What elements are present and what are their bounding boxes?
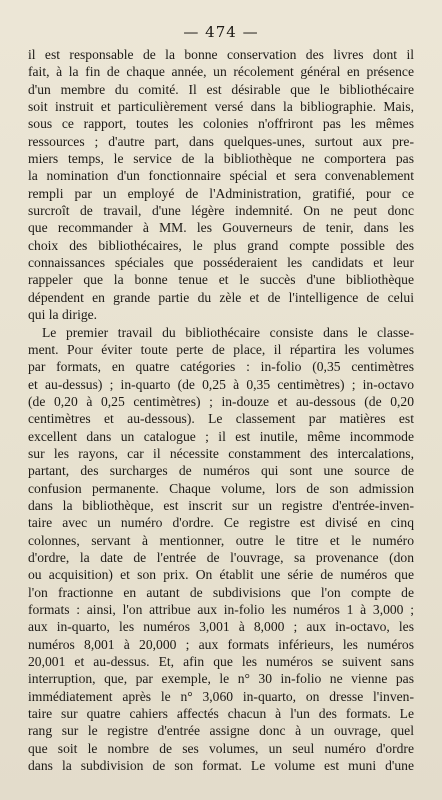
text-line: qui la dirige. (28, 307, 98, 323)
text-line: confusion permanente. Chaque volume, lors de son admission (28, 480, 414, 496)
text-line: partant, des surcharges de numéros qui sont une source de (28, 463, 414, 479)
text-line: fait, à la fin de chaque année, un récolement général en présence (28, 64, 414, 80)
text-line: centimètres et au-dessous). Le classement par matières est (28, 411, 414, 427)
text-line: interruption, que, par exemple, le n° 30 in-folio ne vienne pas (28, 671, 414, 687)
text-line: ressources ; d'autre part, dans quelques-unes, surtout aux pre- (28, 133, 414, 149)
text-line: numéros 8,001 à 20,000 ; aux formats inférieurs, les numéros (28, 636, 414, 652)
text-line: et au-dessus) ; in-quarto (de 0,25 à 0,35 centimètres) ; in-octavo (28, 376, 414, 392)
text-line: rempli par un employé de l'Administration, gratifié, pour ce (28, 185, 414, 201)
text-line: dépendent en grande partie du zèle et de l'intelligence de celui (28, 289, 414, 305)
text-line: soit instruit et particulièrement versé dans la bibliographie. Mais, (28, 99, 414, 115)
text-line: par formats, en quatre catégories : in-folio (0,35 centimètres (28, 359, 414, 375)
text-line: surcroît de travail, d'une légère indemnité. On ne peut donc (28, 203, 414, 219)
text-line: sous ce rapport, toutes les colonies n'offriront pas les mêmes (28, 116, 414, 132)
text-line: la nomination d'un fonctionnaire spécial et sera convenablement (28, 168, 414, 184)
text-line: sur les rayons, car il nécessite constamment des intercalations, (28, 445, 414, 461)
text-line: aux in-quarto, les numéros 3,001 à 8,000 ; aux in-octavo, les (28, 619, 414, 635)
text-line: d'ordre, la date de l'entrée de l'ouvrage, sa provenance (don (28, 549, 414, 565)
text-line: 20,001 et au-dessus. Et, afin que les numéros se suivent sans (28, 654, 414, 670)
text-line: taire avec un numéro d'ordre. Ce registre est divisé en cinq (28, 515, 414, 531)
text-line: miers temps, le service de la bibliothèque ne comportera pas (28, 151, 414, 167)
text-line: il est responsable de la bonne conservation des livres dont il (28, 47, 414, 62)
text-line: colonnes, servant à mentionner, outre le titre et le numéro (28, 532, 414, 548)
text-line: taire sur quatre cahiers affectés chacun à l'un des formats. Le (28, 706, 414, 722)
text-line: choix des bibliothécaires, le plus grand compte possible des (28, 237, 414, 253)
text-line: d'un membre du comité. Il est désirable que le bibliothécaire (28, 81, 414, 97)
text-line: l'on fractionne en autant de subdivisions que l'on compte de (28, 584, 414, 600)
text-line: formats : ainsi, l'on attribue aux in-folio les numéros 1 à 3,000 ; (28, 602, 414, 617)
body-text (28, 46, 414, 774)
text-line: rappeler que la bonne tenue et le succès d'une bibliothèque (28, 272, 414, 288)
page-number: — 474 — (183, 23, 259, 41)
text-line: ou acquisition) et son prix. On établit une série de numéros que (28, 567, 414, 583)
text-line: rang sur le registre d'entrée assigne donc à un ouvrage, quel (28, 723, 414, 739)
text-line: Le premier travail du bibliothécaire consiste dans le classe- (42, 324, 414, 340)
text-line: dans la subdivision de son format. Le volume est muni d'une (28, 758, 414, 774)
text-line: immédiatement après le n° 3,060 in-quarto, on dresse l'inven- (28, 688, 414, 704)
text-line: ment. Pour éviter toute perte de place, il répartira les volumes (28, 341, 414, 357)
text-line: connaissances spéciales que posséderaient les candidats et leur (28, 255, 414, 271)
text-line: (de 0,20 à 0,25 centimètres) ; in-douze et au-dessous (de 0,20 (28, 393, 414, 409)
text-line: dans la bibliothèque, est inscrit sur un registre d'entrée-inven- (28, 497, 414, 513)
text-line: que soit le nombre de ses volumes, un seul numéro d'ordre (28, 740, 414, 756)
text-line: que recommander à MM. les Gouverneurs de tenir, dans les (28, 220, 414, 236)
text-line: excellent dans un catalogue ; il est inutile, même incommode (28, 428, 414, 444)
